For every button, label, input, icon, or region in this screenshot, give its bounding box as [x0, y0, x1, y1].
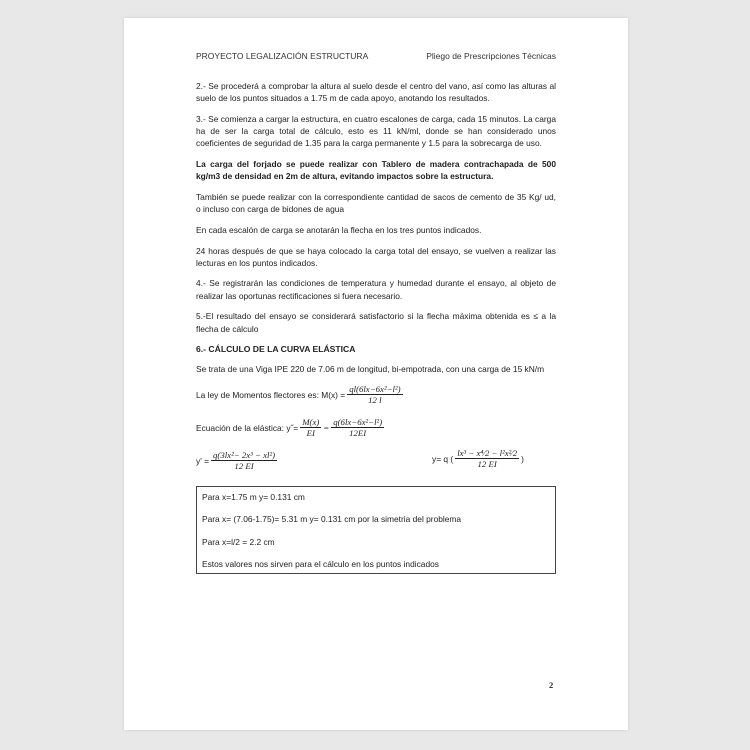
document-page [124, 18, 628, 730]
elastic-fraction-2-denominator: 12EI [349, 428, 367, 439]
result-line-1: Para x=1.75 m y= 0.131 cm [202, 492, 305, 503]
integrated-formulas [196, 450, 556, 480]
result-line-3: Para x=l/2 = 2.2 cm [202, 536, 275, 547]
slope-formula [196, 450, 279, 471]
paragraph-24h: 24 horas después de que se haya colocado la carga total del ensayo, se vuelven a realizar las lecturas en los puntos indicados. [196, 245, 556, 268]
paragraph-step-2: 2.- Se procederá a comprobar la altura al suelo desde el centro del vano, así como las alturas al suelo de los puntos situados a 1.75 m de cada apoyo, anotando los resultados. [196, 81, 556, 104]
slope-denominator: 12 EI [234, 461, 254, 472]
deflection-fraction [455, 448, 519, 469]
deflection-numerator: lx³ − x⁴⁄2 − l²x²⁄2 [457, 448, 518, 459]
deflection-denominator: 12 EI [477, 459, 497, 470]
paragraph-load-method: La carga del forjado se puede realizar con Tablero de madera contrachapada de 500 kg/m3 de densidad en 2m de altura, evitando impactos sobre la estructura. [196, 159, 556, 182]
section-intro: Se trata de una Viga IPE 220 de 7.06 m de longitud, bi-empotrada, con una carga de 15 kN/m [196, 364, 545, 375]
elastic-fraction-1 [300, 417, 321, 438]
elastic-formula-label: Ecuación de la elástica: y˝= [196, 422, 299, 433]
page-number: 2 [549, 680, 554, 690]
moment-fraction [347, 384, 402, 405]
paragraph-alt-load: También se puede realizar con la correspondiente cantidad de sacos de cemento de 35 Kg/ ud, o incluso con carga de bidones de agua [196, 191, 556, 215]
moment-numerator: ql(6lx−6x²−l²) [349, 384, 401, 395]
elastic-fraction-1-numerator: M(x) [302, 417, 320, 428]
section-title: 6.- CÁLCULO DE LA CURVA ELÁSTICA [196, 344, 356, 355]
header-document-title: Pliego de Prescripciones Técnicas [426, 51, 556, 61]
moment-denominator: 12 l [368, 395, 382, 406]
moment-formula [196, 384, 556, 405]
moment-formula-label: La ley de Momentos flectores es: M(x) = [196, 389, 346, 400]
paragraph-step-5: 5.-El resultado del ensayo se considerará satisfactorio si la flecha máxima obtenida es ≤ a la flecha de cálculo [196, 311, 556, 334]
slope-fraction [211, 450, 277, 471]
elastic-equals: = [323, 422, 330, 433]
deflection-close-paren: ) [521, 453, 524, 464]
elastic-fraction-1-denominator: EI [306, 428, 315, 439]
slope-formula-label: y' = [196, 455, 210, 466]
elastic-formula [196, 417, 556, 438]
page-body [196, 80, 556, 574]
result-line-2: Para x= (7.06-1.75)= 5.31 m y= 0.131 cm por la simetria del problema [202, 514, 462, 525]
elastic-fraction-2-numerator: q(6lx−6x²−l²) [333, 417, 383, 428]
deflection-formula-label: y= q ( [432, 453, 454, 464]
elastic-fraction-2 [331, 417, 384, 438]
paragraph-step-3: 3.- Se comienza a cargar la estructura, en cuatro escalones de carga, cada 15 minutos. La carga ha de ser la carga total de cálculo, esto es 11 kN/ml, donde se han considerado unos coeficientes de seguridad de 1.35 para la carga permanente y 1.5 para la sobrecarga de uso. [196, 113, 556, 149]
slope-numerator: q(3lx²− 2x³ − xl²) [213, 450, 276, 461]
header-project-title: PROYECTO LEGALIZACIÓN ESTRUCTURA [196, 51, 369, 61]
deflection-formula [432, 448, 524, 469]
paragraph-load-step: En cada escalón de carga se anotarán la flecha en los tres puntos indicados. [196, 224, 482, 235]
paragraph-step-4: 4.- Se registrarán las condiciones de temperatura y humedad durante el ensayo, al objeto de realizar las oportunas rectificaciones si fuera necesario. [196, 278, 556, 301]
results-box [196, 486, 556, 574]
result-line-4: Estos valores nos sirven para el cálculo en los puntos indicados [202, 558, 439, 569]
